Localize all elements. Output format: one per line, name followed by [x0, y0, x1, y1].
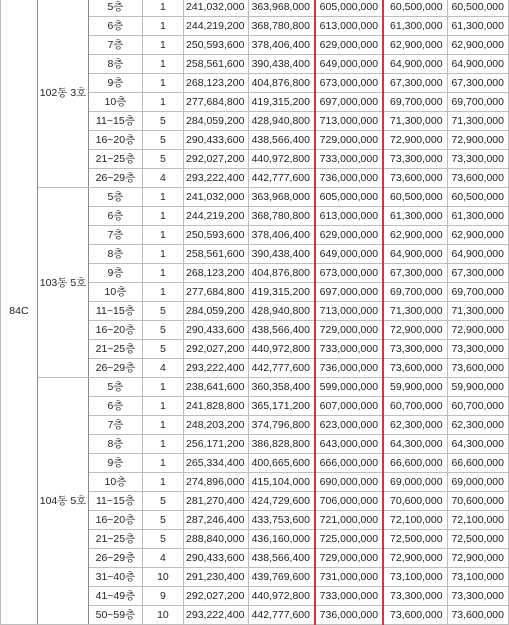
land-price-cell: 250,593,600: [184, 36, 249, 55]
land-price-cell: 292,027,200: [184, 587, 249, 606]
interim-payment-cell: 72,900,000: [447, 549, 508, 568]
contract-deposit-cell: 73,300,000: [383, 150, 447, 169]
total-price-cell: 629,000,000: [315, 36, 383, 55]
table-row: [1, 378, 509, 397]
building-price-cell: 363,968,000: [249, 0, 315, 17]
interim-payment-cell: 70,600,000: [447, 492, 508, 511]
contract-deposit-cell: 62,900,000: [383, 36, 447, 55]
interim-payment-cell: 67,300,000: [447, 264, 508, 283]
land-price-cell: 293,222,400: [184, 359, 249, 378]
interim-payment-cell: 67,300,000: [447, 74, 508, 93]
unit-count-cell: 1: [142, 245, 184, 264]
unit-count-cell: 1: [142, 207, 184, 226]
floor-cell: 11~15층: [89, 302, 142, 321]
interim-payment-cell: 71,300,000: [447, 302, 508, 321]
contract-deposit-cell: 73,300,000: [383, 587, 447, 606]
building-price-cell: 404,876,800: [249, 74, 315, 93]
contract-deposit-cell: 67,300,000: [383, 264, 447, 283]
land-price-cell: 256,171,200: [184, 435, 249, 454]
building-price-cell: 440,972,800: [249, 150, 315, 169]
building-price-cell: 442,777,600: [249, 169, 315, 188]
total-price-cell: 643,000,000: [315, 435, 383, 454]
unit-count-cell: 1: [142, 378, 184, 397]
total-price-cell: 666,000,000: [315, 454, 383, 473]
land-price-cell: 291,230,400: [184, 568, 249, 587]
land-price-cell: 277,684,800: [184, 283, 249, 302]
contract-deposit-cell: 69,700,000: [383, 283, 447, 302]
floor-cell: 41~49층: [89, 587, 142, 606]
contract-deposit-cell: 69,000,000: [383, 473, 447, 492]
interim-payment-cell: 69,700,000: [447, 93, 508, 112]
floor-cell: 5층: [89, 188, 142, 207]
land-price-cell: 288,840,000: [184, 530, 249, 549]
interim-payment-cell: 64,300,000: [447, 435, 508, 454]
land-price-cell: 292,027,200: [184, 340, 249, 359]
total-price-cell: 729,000,000: [315, 321, 383, 340]
unit-count-cell: 4: [142, 549, 184, 568]
land-price-cell: 290,433,600: [184, 131, 249, 150]
total-price-cell: 673,000,000: [315, 74, 383, 93]
building-price-cell: 442,777,600: [249, 359, 315, 378]
building-label-cell: 102동 3호: [37, 0, 88, 188]
building-price-cell: 415,104,000: [249, 473, 315, 492]
floor-cell: 8층: [89, 435, 142, 454]
total-price-cell: 733,000,000: [315, 587, 383, 606]
floor-cell: 16~20층: [89, 131, 142, 150]
land-price-cell: 241,032,000: [184, 0, 249, 17]
interim-payment-cell: 71,300,000: [447, 112, 508, 131]
contract-deposit-cell: 72,900,000: [383, 549, 447, 568]
land-price-cell: 290,433,600: [184, 321, 249, 340]
building-price-cell: 440,972,800: [249, 587, 315, 606]
total-price-cell: 697,000,000: [315, 283, 383, 302]
total-price-cell: 733,000,000: [315, 340, 383, 359]
land-price-cell: 284,059,200: [184, 302, 249, 321]
contract-deposit-cell: 66,600,000: [383, 454, 447, 473]
interim-payment-cell: 61,300,000: [447, 17, 508, 36]
unit-type-cell: 84C: [1, 0, 38, 625]
land-price-cell: 292,027,200: [184, 150, 249, 169]
land-price-cell: 244,219,200: [184, 17, 249, 36]
land-price-cell: 258,561,600: [184, 55, 249, 74]
building-price-cell: 400,665,600: [249, 454, 315, 473]
unit-count-cell: 5: [142, 340, 184, 359]
interim-payment-cell: 72,500,000: [447, 530, 508, 549]
floor-cell: 8층: [89, 245, 142, 264]
contract-deposit-cell: 73,600,000: [383, 606, 447, 625]
floor-cell: 9층: [89, 454, 142, 473]
unit-count-cell: 5: [142, 321, 184, 340]
total-price-cell: 736,000,000: [315, 606, 383, 625]
contract-deposit-cell: 69,700,000: [383, 93, 447, 112]
building-price-cell: 436,160,000: [249, 530, 315, 549]
total-price-cell: 607,000,000: [315, 397, 383, 416]
interim-payment-cell: 62,300,000: [447, 416, 508, 435]
unit-count-cell: 5: [142, 511, 184, 530]
interim-payment-cell: 73,600,000: [447, 169, 508, 188]
building-price-cell: 386,828,800: [249, 435, 315, 454]
contract-deposit-cell: 59,900,000: [383, 378, 447, 397]
contract-deposit-cell: 73,100,000: [383, 568, 447, 587]
total-price-cell: 673,000,000: [315, 264, 383, 283]
total-price-cell: 729,000,000: [315, 549, 383, 568]
unit-count-cell: 1: [142, 454, 184, 473]
interim-payment-cell: 61,300,000: [447, 207, 508, 226]
floor-cell: 16~20층: [89, 511, 142, 530]
interim-payment-cell: 73,100,000: [447, 568, 508, 587]
interim-payment-cell: 66,600,000: [447, 454, 508, 473]
unit-count-cell: 1: [142, 0, 184, 17]
unit-count-cell: 1: [142, 188, 184, 207]
contract-deposit-cell: 71,300,000: [383, 302, 447, 321]
unit-count-cell: 4: [142, 169, 184, 188]
building-price-cell: 368,780,800: [249, 207, 315, 226]
contract-deposit-cell: 64,300,000: [383, 435, 447, 454]
building-price-cell: 428,940,800: [249, 302, 315, 321]
interim-payment-cell: 73,600,000: [447, 606, 508, 625]
contract-deposit-cell: 60,700,000: [383, 397, 447, 416]
total-price-cell: 713,000,000: [315, 112, 383, 131]
floor-cell: 21~25층: [89, 340, 142, 359]
floor-cell: 26~29층: [89, 359, 142, 378]
floor-cell: 21~25층: [89, 530, 142, 549]
interim-payment-cell: 60,500,000: [447, 0, 508, 17]
unit-count-cell: 10: [142, 606, 184, 625]
unit-count-cell: 1: [142, 74, 184, 93]
land-price-cell: 248,203,200: [184, 416, 249, 435]
interim-payment-cell: 73,300,000: [447, 587, 508, 606]
interim-payment-cell: 60,500,000: [447, 188, 508, 207]
building-price-cell: 428,940,800: [249, 112, 315, 131]
building-price-cell: 390,438,400: [249, 245, 315, 264]
building-price-cell: 440,972,800: [249, 340, 315, 359]
building-price-cell: 438,566,400: [249, 321, 315, 340]
land-price-cell: 287,246,400: [184, 511, 249, 530]
interim-payment-cell: 64,900,000: [447, 245, 508, 264]
unit-count-cell: 1: [142, 397, 184, 416]
land-price-cell: 274,896,000: [184, 473, 249, 492]
land-price-cell: 293,222,400: [184, 606, 249, 625]
floor-cell: 5층: [89, 378, 142, 397]
floor-cell: 21~25층: [89, 150, 142, 169]
building-price-cell: 378,406,400: [249, 226, 315, 245]
floor-cell: 6층: [89, 17, 142, 36]
building-price-cell: 378,406,400: [249, 36, 315, 55]
contract-deposit-cell: 67,300,000: [383, 74, 447, 93]
land-price-cell: 241,828,800: [184, 397, 249, 416]
contract-deposit-cell: 72,500,000: [383, 530, 447, 549]
land-price-cell: 244,219,200: [184, 207, 249, 226]
unit-count-cell: 5: [142, 302, 184, 321]
contract-deposit-cell: 73,600,000: [383, 359, 447, 378]
unit-count-cell: 5: [142, 150, 184, 169]
building-price-cell: 360,358,400: [249, 378, 315, 397]
floor-cell: 31~40층: [89, 568, 142, 587]
building-price-cell: 419,315,200: [249, 283, 315, 302]
interim-payment-cell: 72,900,000: [447, 131, 508, 150]
building-price-cell: 374,796,800: [249, 416, 315, 435]
unit-count-cell: 1: [142, 226, 184, 245]
building-price-cell: 365,171,200: [249, 397, 315, 416]
unit-count-cell: 1: [142, 17, 184, 36]
total-price-cell: 690,000,000: [315, 473, 383, 492]
land-price-cell: 293,222,400: [184, 169, 249, 188]
contract-deposit-cell: 72,100,000: [383, 511, 447, 530]
unit-count-cell: 9: [142, 587, 184, 606]
floor-cell: 26~29층: [89, 169, 142, 188]
land-price-cell: 241,032,000: [184, 188, 249, 207]
floor-cell: 10층: [89, 93, 142, 112]
floor-cell: 26~29층: [89, 549, 142, 568]
contract-deposit-cell: 64,900,000: [383, 245, 447, 264]
unit-count-cell: 1: [142, 435, 184, 454]
building-price-cell: 438,566,400: [249, 131, 315, 150]
unit-count-cell: 1: [142, 55, 184, 74]
interim-payment-cell: 62,900,000: [447, 36, 508, 55]
land-price-cell: 268,123,200: [184, 264, 249, 283]
floor-cell: 5층: [89, 0, 142, 17]
total-price-cell: 733,000,000: [315, 150, 383, 169]
floor-cell: 6층: [89, 397, 142, 416]
contract-deposit-cell: 70,600,000: [383, 492, 447, 511]
unit-count-cell: 5: [142, 131, 184, 150]
total-price-cell: 697,000,000: [315, 93, 383, 112]
contract-deposit-cell: 60,500,000: [383, 188, 447, 207]
interim-payment-cell: 72,900,000: [447, 321, 508, 340]
building-price-cell: 442,777,600: [249, 606, 315, 625]
unit-count-cell: 1: [142, 36, 184, 55]
total-price-cell: 721,000,000: [315, 511, 383, 530]
unit-count-cell: 1: [142, 264, 184, 283]
total-price-cell: 736,000,000: [315, 169, 383, 188]
contract-deposit-cell: 61,300,000: [383, 207, 447, 226]
total-price-cell: 706,000,000: [315, 492, 383, 511]
building-price-cell: 424,729,600: [249, 492, 315, 511]
floor-cell: 50~59층: [89, 606, 142, 625]
unit-count-cell: 5: [142, 530, 184, 549]
total-price-cell: 649,000,000: [315, 55, 383, 74]
floor-cell: 11~15층: [89, 492, 142, 511]
building-price-cell: 419,315,200: [249, 93, 315, 112]
interim-payment-cell: 69,700,000: [447, 283, 508, 302]
interim-payment-cell: 72,100,000: [447, 511, 508, 530]
land-price-cell: 250,593,600: [184, 226, 249, 245]
contract-deposit-cell: 62,900,000: [383, 226, 447, 245]
interim-payment-cell: 62,900,000: [447, 226, 508, 245]
total-price-cell: 605,000,000: [315, 0, 383, 17]
floor-cell: 7층: [89, 36, 142, 55]
contract-deposit-cell: 72,900,000: [383, 131, 447, 150]
interim-payment-cell: 73,300,000: [447, 340, 508, 359]
land-price-cell: 258,561,600: [184, 245, 249, 264]
land-price-cell: 265,334,400: [184, 454, 249, 473]
table-row: [1, 188, 509, 207]
building-price-cell: 390,438,400: [249, 55, 315, 74]
interim-payment-cell: 64,900,000: [447, 55, 508, 74]
land-price-cell: 268,123,200: [184, 74, 249, 93]
floor-cell: 7층: [89, 416, 142, 435]
land-price-cell: 281,270,400: [184, 492, 249, 511]
land-price-cell: 277,684,800: [184, 93, 249, 112]
land-price-cell: 290,433,600: [184, 549, 249, 568]
floor-cell: 11~15층: [89, 112, 142, 131]
floor-cell: 8층: [89, 55, 142, 74]
building-price-cell: 438,566,400: [249, 549, 315, 568]
building-price-cell: 433,753,600: [249, 511, 315, 530]
building-price-cell: 404,876,800: [249, 264, 315, 283]
total-price-cell: 713,000,000: [315, 302, 383, 321]
contract-deposit-cell: 62,300,000: [383, 416, 447, 435]
contract-deposit-cell: 60,500,000: [383, 0, 447, 17]
floor-cell: 9층: [89, 74, 142, 93]
building-label-cell: 104동 5호: [37, 378, 88, 625]
total-price-cell: 736,000,000: [315, 359, 383, 378]
contract-deposit-cell: 64,900,000: [383, 55, 447, 74]
interim-payment-cell: 69,000,000: [447, 473, 508, 492]
contract-deposit-cell: 72,900,000: [383, 321, 447, 340]
total-price-cell: 599,000,000: [315, 378, 383, 397]
unit-count-cell: 10: [142, 568, 184, 587]
total-price-cell: 731,000,000: [315, 568, 383, 587]
unit-count-cell: 5: [142, 112, 184, 131]
unit-count-cell: 5: [142, 492, 184, 511]
total-price-cell: 605,000,000: [315, 188, 383, 207]
contract-deposit-cell: 71,300,000: [383, 112, 447, 131]
contract-deposit-cell: 73,600,000: [383, 169, 447, 188]
table-row: [1, 0, 509, 17]
total-price-cell: 623,000,000: [315, 416, 383, 435]
floor-cell: 10층: [89, 473, 142, 492]
land-price-cell: 238,641,600: [184, 378, 249, 397]
unit-count-cell: 1: [142, 473, 184, 492]
floor-cell: 7층: [89, 226, 142, 245]
interim-payment-cell: 60,700,000: [447, 397, 508, 416]
contract-deposit-cell: 73,300,000: [383, 340, 447, 359]
floor-cell: 6층: [89, 207, 142, 226]
interim-payment-cell: 73,600,000: [447, 359, 508, 378]
total-price-cell: 613,000,000: [315, 207, 383, 226]
interim-payment-cell: 59,900,000: [447, 378, 508, 397]
building-price-cell: 363,968,000: [249, 188, 315, 207]
unit-count-cell: 1: [142, 283, 184, 302]
contract-deposit-cell: 61,300,000: [383, 17, 447, 36]
building-price-cell: 368,780,800: [249, 17, 315, 36]
total-price-cell: 629,000,000: [315, 226, 383, 245]
interim-payment-cell: 73,300,000: [447, 150, 508, 169]
floor-cell: 9층: [89, 264, 142, 283]
unit-count-cell: 1: [142, 93, 184, 112]
total-price-cell: 729,000,000: [315, 131, 383, 150]
floor-cell: 16~20층: [89, 321, 142, 340]
unit-count-cell: 4: [142, 359, 184, 378]
building-price-cell: 439,769,600: [249, 568, 315, 587]
floor-cell: 10층: [89, 283, 142, 302]
total-price-cell: 725,000,000: [315, 530, 383, 549]
land-price-cell: 284,059,200: [184, 112, 249, 131]
building-label-cell: 103동 5호: [37, 188, 88, 378]
total-price-cell: 613,000,000: [315, 17, 383, 36]
total-price-cell: 649,000,000: [315, 245, 383, 264]
unit-count-cell: 1: [142, 416, 184, 435]
